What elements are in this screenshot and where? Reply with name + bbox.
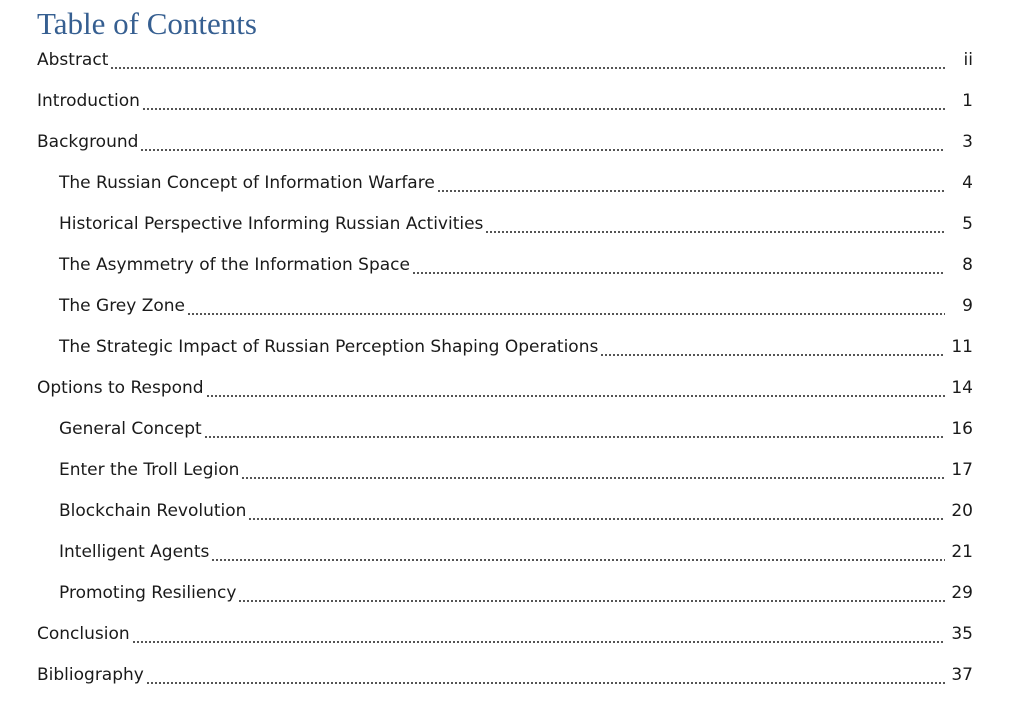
toc-entry-background[interactable]: [0, 121, 1014, 162]
toc-entry-label: Bibliography: [37, 664, 144, 685]
toc-entry-label: The Grey Zone: [59, 295, 186, 316]
toc-entry-general-concept[interactable]: [0, 408, 1014, 449]
toc-entry-bibliography[interactable]: [0, 654, 1014, 695]
toc-page-number: 16: [951, 418, 973, 439]
toc-page-number: 3: [962, 131, 973, 152]
toc-page-number: 20: [951, 500, 973, 521]
dot-leader: [110, 56, 945, 70]
toc-entry-historical-perspective[interactable]: [0, 203, 1014, 244]
page-title: Table of Contents: [37, 6, 257, 41]
toc-page-number: 8: [962, 254, 973, 275]
toc-entry-promoting-resiliency[interactable]: [0, 572, 1014, 613]
toc-page-number: 5: [962, 213, 973, 234]
dot-leader: [600, 343, 945, 357]
dot-leader: [132, 630, 945, 644]
dot-leader: [204, 425, 945, 439]
toc-entry-label: The Asymmetry of the Information Space: [59, 254, 410, 275]
toc-list: [0, 39, 1014, 695]
dot-leader: [241, 466, 945, 480]
toc-entry-strategic-impact[interactable]: [0, 326, 1014, 367]
toc-page-number: 4: [962, 172, 973, 193]
toc-entry-label: General Concept: [59, 418, 202, 439]
toc-entry-conclusion[interactable]: [0, 613, 1014, 654]
toc-entry-troll-legion[interactable]: [0, 449, 1014, 490]
toc-entry-options-to-respond[interactable]: [0, 367, 1014, 408]
toc-entry-introduction[interactable]: [0, 80, 1014, 121]
toc-page-number: 14: [951, 377, 973, 398]
toc-entry-label: Blockchain Revolution: [59, 500, 247, 521]
toc-entry-label: Promoting Resiliency: [59, 582, 237, 603]
toc-page-number: 11: [951, 336, 973, 357]
toc-page-number: 17: [951, 459, 973, 480]
toc-page-number: 9: [962, 295, 973, 316]
toc-entry-intelligent-agents[interactable]: [0, 531, 1014, 572]
toc-entry-label: The Strategic Impact of Russian Perception Shaping Operations: [59, 336, 599, 357]
toc-entry-abstract[interactable]: [0, 39, 1014, 80]
toc-page-number: ii: [963, 49, 973, 70]
toc-entry-label: Introduction: [37, 90, 140, 111]
toc-entry-label: Conclusion: [37, 623, 130, 644]
toc-entry-asymmetry[interactable]: [0, 244, 1014, 285]
dot-leader: [187, 302, 945, 316]
dot-leader: [146, 671, 945, 685]
toc-entry-label: Background: [37, 131, 139, 152]
toc-entry-label: Historical Perspective Informing Russian Activities: [59, 213, 484, 234]
toc-entry-blockchain-revolution[interactable]: [0, 490, 1014, 531]
dot-leader: [140, 138, 945, 152]
toc-entry-label: Abstract: [37, 49, 109, 70]
dot-leader: [412, 261, 945, 275]
toc-page-number: 35: [951, 623, 973, 644]
toc-page-number: 37: [951, 664, 973, 685]
dot-leader: [437, 179, 945, 193]
toc-entry-russian-concept[interactable]: [0, 162, 1014, 203]
dot-leader: [142, 97, 945, 111]
toc-entry-label: Enter the Troll Legion: [59, 459, 240, 480]
toc-page-number: 21: [951, 541, 973, 562]
toc-entry-label: Options to Respond: [37, 377, 204, 398]
toc-entry-label: The Russian Concept of Information Warfare: [59, 172, 435, 193]
toc-page-number: 1: [962, 90, 973, 111]
dot-leader: [211, 548, 945, 562]
dot-leader: [248, 507, 945, 521]
dot-leader: [206, 384, 945, 398]
dot-leader: [485, 220, 945, 234]
toc-page-number: 29: [951, 582, 973, 603]
toc-entry-label: Intelligent Agents: [59, 541, 210, 562]
toc-entry-grey-zone[interactable]: [0, 285, 1014, 326]
dot-leader: [238, 589, 945, 603]
